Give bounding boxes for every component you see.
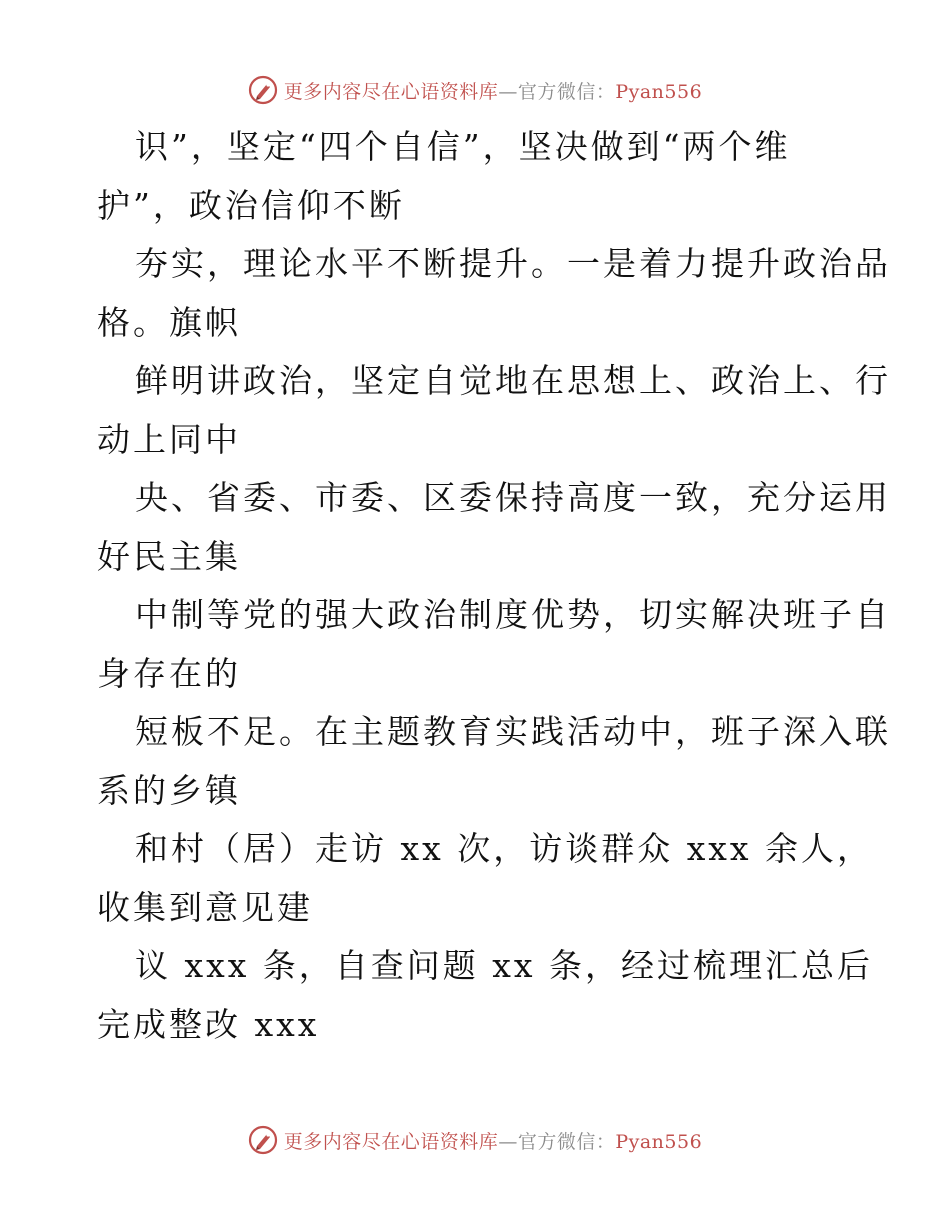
body-line: 身存在的 [97,653,241,693]
body-line: 好民主集 [97,536,241,576]
footer-watermark-main: 更多内容尽在心语资料库 [283,1130,499,1153]
body-line: 识”，坚定“四个自信”，坚决做到“两个维 [135,127,791,166]
header-watermark-banner [0,70,950,110]
body-line: 中制等党的强大政治制度优势，切实解决班子自 [135,595,891,634]
footer-watermark-text [284,1127,702,1154]
body-line: 夯实，理论水平不断提升。一是着力提升政治品 [135,244,891,283]
header-watermark-sep: —官方微信： [498,80,616,103]
body-line: 和村（居）走访 xx 次，访谈群众 xxx 余人， [135,829,874,868]
body-line: 短板不足。在主题教育实践活动中，班子深入联 [135,712,891,751]
body-line: 动上同中 [97,419,241,459]
body-line: 收集到意见建 [97,887,313,927]
body-line: 护”，政治信仰不断 [97,185,405,225]
body-line: 完成整改 xxx [97,1004,320,1044]
document-body [97,118,891,1054]
header-watermark-main: 更多内容尽在心语资料库 [283,80,499,103]
body-line: 格。旗帜 [97,302,241,342]
pen-logo-icon [248,1125,278,1155]
footer-watermark-id: Pyan556 [615,1130,703,1153]
pen-logo-icon [248,75,278,105]
body-line: 鲜明讲政治，坚定自觉地在思想上、政治上、行 [135,361,891,400]
header-watermark-id: Pyan556 [615,80,703,103]
body-line: 议 xxx 条，自查问题 xx 条，经过梳理汇总后 [135,946,874,985]
body-line: 央、省委、市委、区委保持高度一致，充分运用 [135,478,891,517]
footer-watermark-banner [0,1120,950,1160]
footer-watermark-sep: —官方微信： [498,1130,616,1153]
header-watermark-text [284,77,702,104]
body-line: 系的乡镇 [97,770,241,810]
